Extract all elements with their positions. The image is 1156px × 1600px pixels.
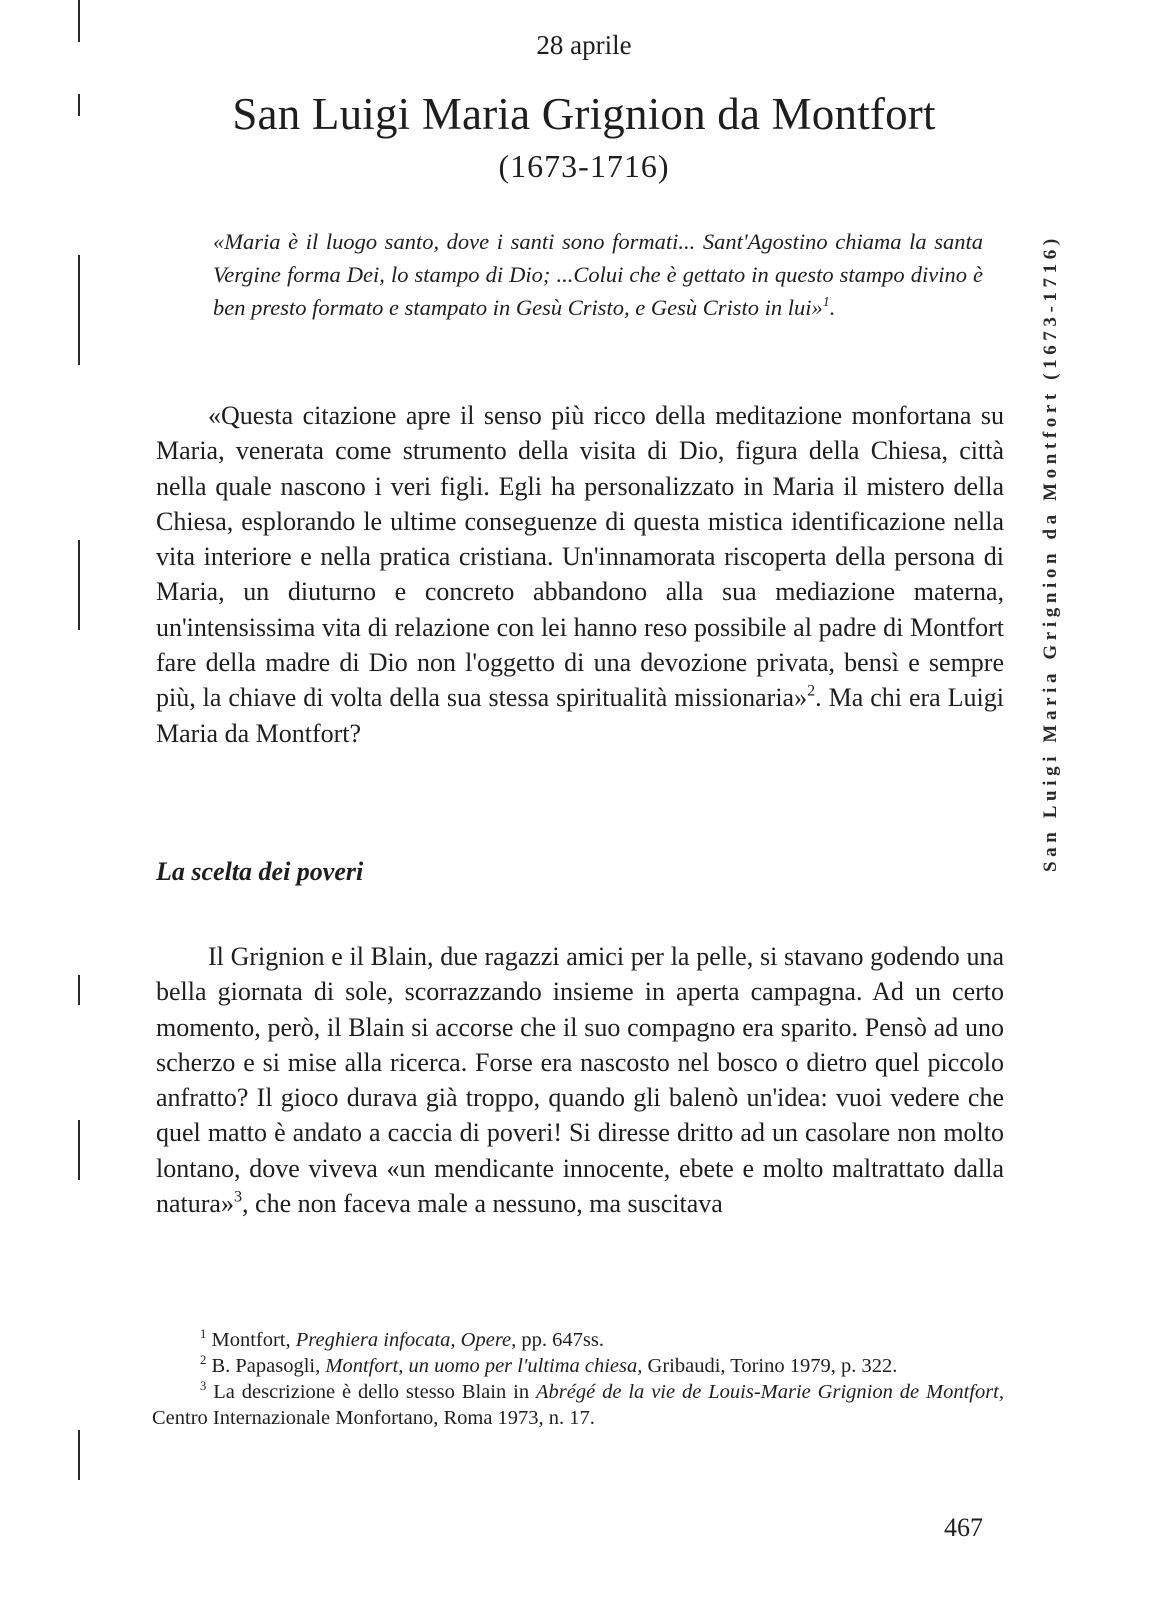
footnote-title: Montfort, un uomo per l'ultima chiesa,: [325, 1355, 643, 1377]
footnote-title: Preghiera infocata, Opere,: [295, 1329, 517, 1351]
page-number: 467: [944, 1513, 983, 1542]
footnote: [152, 1353, 1004, 1379]
running-head: San Luigi Maria Grignion da Montfort (1673-1716): [1040, 234, 1061, 872]
footnote-author: La descrizione è dello stesso Blain in: [213, 1381, 530, 1403]
scan-gutter-mark: [78, 255, 80, 365]
paragraph-tail: , che non faceva male a nessuno, ma suscitava: [242, 1189, 723, 1219]
body-paragraph: [156, 939, 1004, 1221]
paragraph-text: «Questa citazione apre il senso più ricco della meditazione monfortana su Maria, venerata come strumento della visita di Dio, figura della Chiesa, città nella quale nascono i veri figli. Egli ha personalizzato in Maria il mistero della Chiesa, esplorando le ultime conseguenze di questa mistica identificazione nella vita interiore e nella pratica cristiana. Un'innamorata riscoperta della persona di Maria, un diuturno e concreto abbandono alla sua mediazione materna, un'intensissima vita di relazione con lei hanno reso possibile al padre di Montfort fare della madre di Dio non l'oggetto di una devozione privata, bensì e sempre più, la chiave di volta della sua stessa spiritualità missionaria»: [156, 401, 1004, 713]
footnote-author: Montfort,: [211, 1329, 291, 1351]
footnote-ref: 3: [233, 1188, 243, 1206]
footnote-rest: Centro Internazionale Monfortano, Roma 1973, n. 17.: [152, 1407, 595, 1429]
chapter-years: (1673-1716): [498, 148, 670, 184]
paragraph-text: Il Grignion e il Blain, due ragazzi amici per la pelle, si stavano godendo una bella giornata di sole, scorrazzando insieme in aperta campagna. Ad un certo momento, però, il Blain si accorse che il suo compagno era sparito. Pensò ad uno scherzo e si mise alla ricerca. Forse era nascosto nel bosco o dietro quel piccolo anfratto? Il gioco durava già troppo, quando gli balenò un'idea: vuoi vedere che quel matto è andato a caccia di poveri! Si diresse dritto ad un casolare non molto lontano, dove viveva «un mendicante innocente, ebete e molto maltrattato dalla natura»: [156, 942, 1004, 1219]
epigraph-quote: [213, 225, 983, 324]
footnote-author: B. Papasogli,: [211, 1355, 321, 1377]
footnote-title: Abrégé de la vie de Louis-Marie Grignion de Montfort,: [536, 1381, 1005, 1403]
chapter-date: 28 aprile: [536, 30, 632, 60]
paragraph-tail: . Ma chi era Luigi Maria da Montfort?: [156, 683, 1005, 748]
footnotes: [152, 1327, 1004, 1431]
footnote-ref: 2: [807, 682, 816, 700]
section-heading: La scelta dei poveri: [156, 857, 364, 886]
body-paragraph: [156, 398, 1004, 751]
footnote: [152, 1379, 1004, 1431]
epigraph-end: .: [829, 295, 836, 320]
footnote-rest: Gribaudi, Torino 1979, p. 322.: [647, 1355, 898, 1377]
footnote-number: 2: [200, 1352, 207, 1367]
footnote: [152, 1327, 1004, 1353]
chapter-title: San Luigi Maria Grignion da Montfort: [232, 89, 936, 139]
footnote-ref: 1: [822, 294, 830, 310]
scan-gutter-mark: [78, 540, 80, 630]
footnote-number: 1: [200, 1326, 207, 1341]
epigraph-text: «Maria è il luogo santo, dove i santi sono formati... Sant'Agostino chiama la santa Vergine forma Dei, lo stampo di Dio; ...Colui che è gettato in questo stampo divino è ben presto formato e stampato in Gesù Cristo, e Gesù Cristo in lui»: [213, 229, 983, 320]
footnote-rest: pp. 647ss.: [521, 1329, 604, 1351]
scan-gutter-mark: [78, 1430, 80, 1480]
scan-gutter-mark: [78, 975, 80, 1005]
scan-gutter-mark: [78, 1120, 80, 1180]
footnote-number: 3: [200, 1378, 207, 1393]
